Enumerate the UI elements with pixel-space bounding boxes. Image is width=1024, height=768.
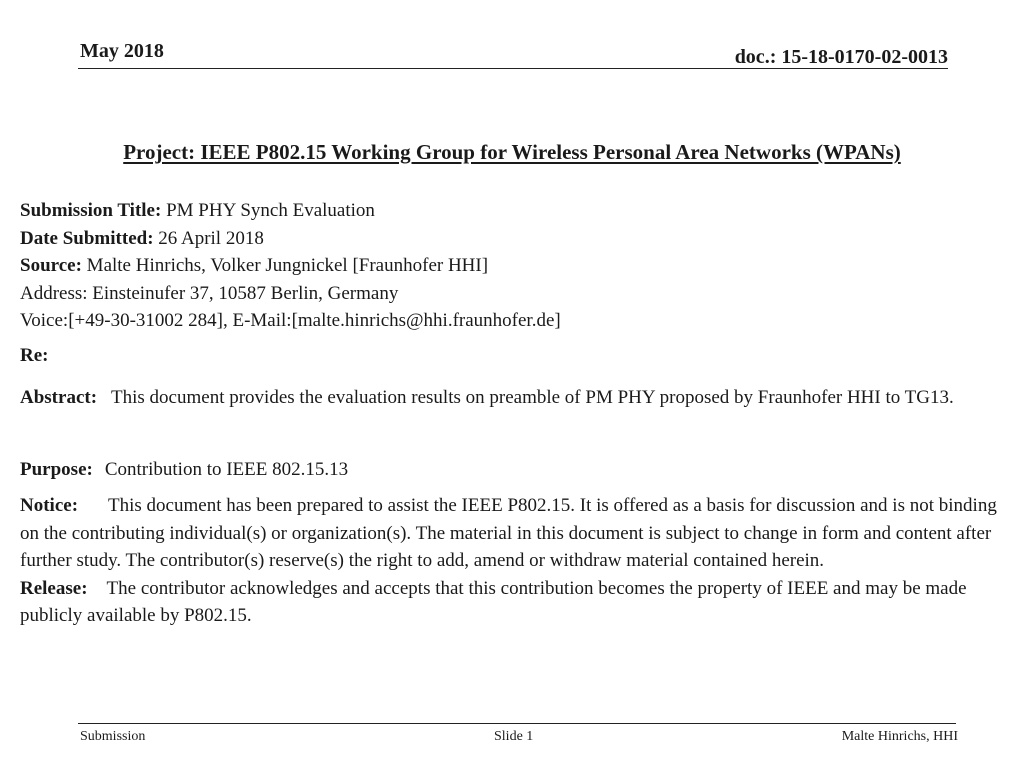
re-line [20,342,1010,370]
purpose-label: Purpose: [20,459,93,480]
source-line [20,252,1010,280]
purpose-text: Contribution to IEEE 802.15.13 [104,459,349,480]
source-value: Malte Hinrichs, Volker Jungnickel [Fraunhofer HHI] [86,255,489,276]
date-submitted-value: 26 April 2018 [158,227,264,249]
date-submitted-label: Date Submitted: [20,227,154,249]
abstract-label: Abstract: [20,387,98,408]
header-rule [78,68,948,69]
voice-line: Voice:[+49-30-31002 284], E-Mail:[malte.hinrichs@hhi.fraunhofer.de] [20,310,561,331]
abstract-paragraph [20,384,1010,412]
submission-title-line [20,197,1010,225]
notice-label: Notice: [20,495,79,516]
footer-submission: Submission [80,729,146,744]
project-title: Project: IEEE P802.15 Working Group for Wireless Personal Area Networks (WPANs) [123,140,901,164]
address-line: Address: Einsteinufer 37, 10587 Berlin, Germany [20,282,399,304]
release-label: Release: [20,577,88,599]
date-submitted-line [20,225,1010,253]
release-text: The contributor acknowledges and accepts that this contribution becomes the property of IEEE and may be made publicly available by P802.15. [20,577,967,626]
footer-slide-number: Slide 1 [494,729,534,744]
re-label: Re: [20,345,49,366]
submission-title-value: PM PHY Synch Evaluation [166,200,375,221]
abstract-text: This document provides the evaluation results on preamble of PM PHY proposed by Fraunhofer HHI to TG13. [111,387,954,408]
notice-text: This document has been prepared to assist the IEEE P802.15. It is offered as a basis for discussion and is not binding on the contributing individual(s) or organization(s). The material in this document is subject to change in form and content after further study. The contributor(s) reserve(s) the right to add, amend or withdraw material contained herein. [20,495,997,571]
notice-release-block [20,492,1010,630]
source-label: Source: [20,255,82,276]
footer-rule [78,723,956,724]
purpose-paragraph [20,456,1010,484]
footer-author: Malte Hinrichs, HHI [841,729,958,744]
release-paragraph [20,575,1010,630]
header-doc-id: doc.: 15-18-0170-02-0013 [734,46,948,68]
header-date: May 2018 [80,40,164,62]
submission-title-label: Submission Title: [20,200,162,221]
notice-paragraph [20,492,1010,575]
submission-details [20,197,1010,335]
